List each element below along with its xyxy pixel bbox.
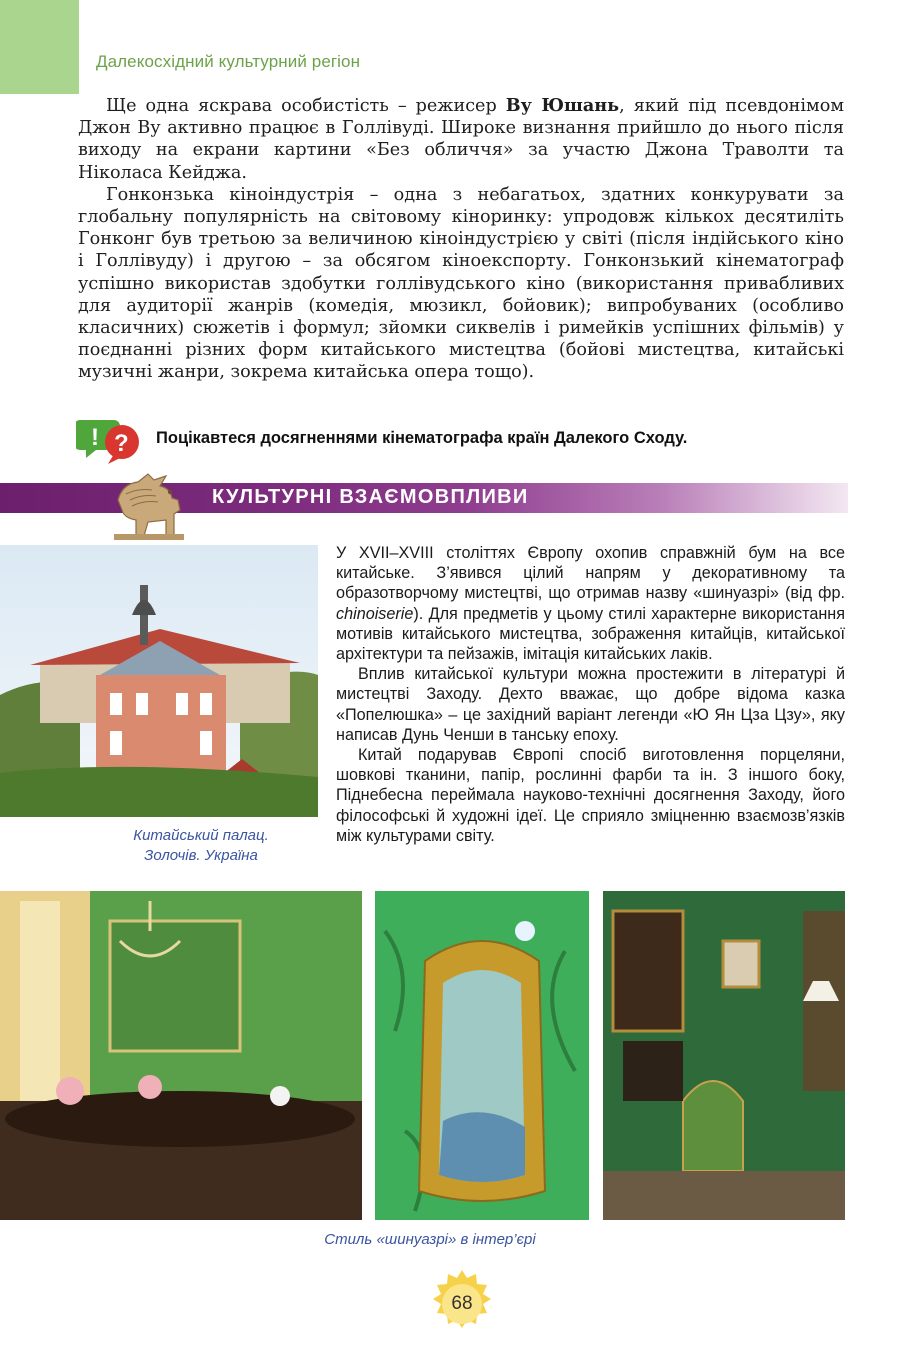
paragraph-cinderella: Вплив китайської культури можна простежити в літературі й мистецтві Заходу. Дехто вважає, що добре відома казка «Попелюшка» – це західний варіант легенди «Ю Ян Цза Цзу», яку написав Дунь Ченши в танську епоху. (336, 665, 845, 744)
running-head: Далекосхідний культурний регіон (96, 52, 361, 71)
main-text (78, 95, 844, 384)
paragraph-hong-kong-cinema: Гонконзька кіноіндустрія – одна з небагатьох, здатних конкурувати за глобальну популярність на світовому кіноринку: упродовж кількох десятиліть Гонконг був третьою за величиною кіноіндустрією у світі (після індійського кіно і Голлівуду) і другою – за обсягом кіноекспорту. Гонконзький кінематограф успішно використав здобутки голлівудського кіно (використання привабливих для аудиторії жанрів (комедія, мюзикл, бойовик); випробуваних (особливо класичних) сюжетів і формул; зйомки сиквелів і римейків успішних фільмів) у поєднанні різних форм китайського мистецтва (бойові мистецтва, китайські музичні жанри, зокрема китайська опера тощо). (78, 184, 844, 383)
palace-caption-line2: Золочів. Україна (144, 847, 258, 864)
paragraph-john-woo-end: , який під псевдонімом Джон Ву активно працює в Голлівуді. Широке визнання прийшло до нього після виходу на екрани картини «Без обличчя» за участю Джона Траволти та Ніколаса Кейджа. (78, 96, 845, 183)
paragraph-chinoiserie-end: ). Для предметів у цьому стилі характерне використання мотивів китайського мистецтва, зображення китайців, китайської архітектури та пейзажів, імітація китайських лаків. (336, 604, 845, 664)
palace-caption-line1: Китайський палац. (133, 827, 269, 844)
task-box (76, 416, 856, 466)
paragraph-john-woo-start: Ще одна яскрава особистість – режисер (106, 96, 506, 116)
section-title: КУЛЬТУРНІ ВЗАЄМОВПЛИВИ (212, 486, 529, 508)
task-text: Поцікавтеся досягненнями кінематографа країн Далекого Сходу. (156, 429, 688, 447)
paragraph-chinoiserie-start: У XVII–XVIII століттях Європу охопив справжній бум на все китайське. З’явився цілий напрям у декоративному та образотворчому мистецтві, що отримав назву «шинуазрі» (від фр. (336, 544, 845, 603)
paragraph-john-woo (78, 95, 844, 184)
green-salon-photo (603, 891, 845, 1220)
side-text (336, 543, 845, 846)
palace-caption (96, 826, 306, 866)
corner-color-block (0, 0, 79, 94)
dining-room-photo (0, 891, 362, 1220)
paragraph-exchange: Китай подарував Європі спосіб виготовлення порцеляни, шовкові тканини, папір, рослинні фарби та ін. З іншого боку, Піднебесна переймала науково-технічні досягнення Заходу, його філософські й художні ідеї. Це сприяло зміцненню взаємозв’язків між культурами світу. (336, 746, 845, 845)
exclamation-mark: ! (91, 424, 99, 451)
interior-caption: Стиль «шинуазрі» в інтер’єрі (324, 1231, 536, 1248)
question-mark: ? (114, 430, 129, 457)
question-exclamation-icon (76, 416, 140, 466)
palace-photo (0, 545, 318, 817)
lamassu-sculpture-icon (108, 470, 192, 542)
page-number: 68 (451, 1293, 473, 1314)
director-name: Ву Юшань (505, 95, 620, 116)
chinoiserie-term: chinoiserie (336, 604, 414, 623)
paragraph-chinoiserie (336, 543, 845, 664)
gilded-mirror-photo (375, 891, 589, 1220)
